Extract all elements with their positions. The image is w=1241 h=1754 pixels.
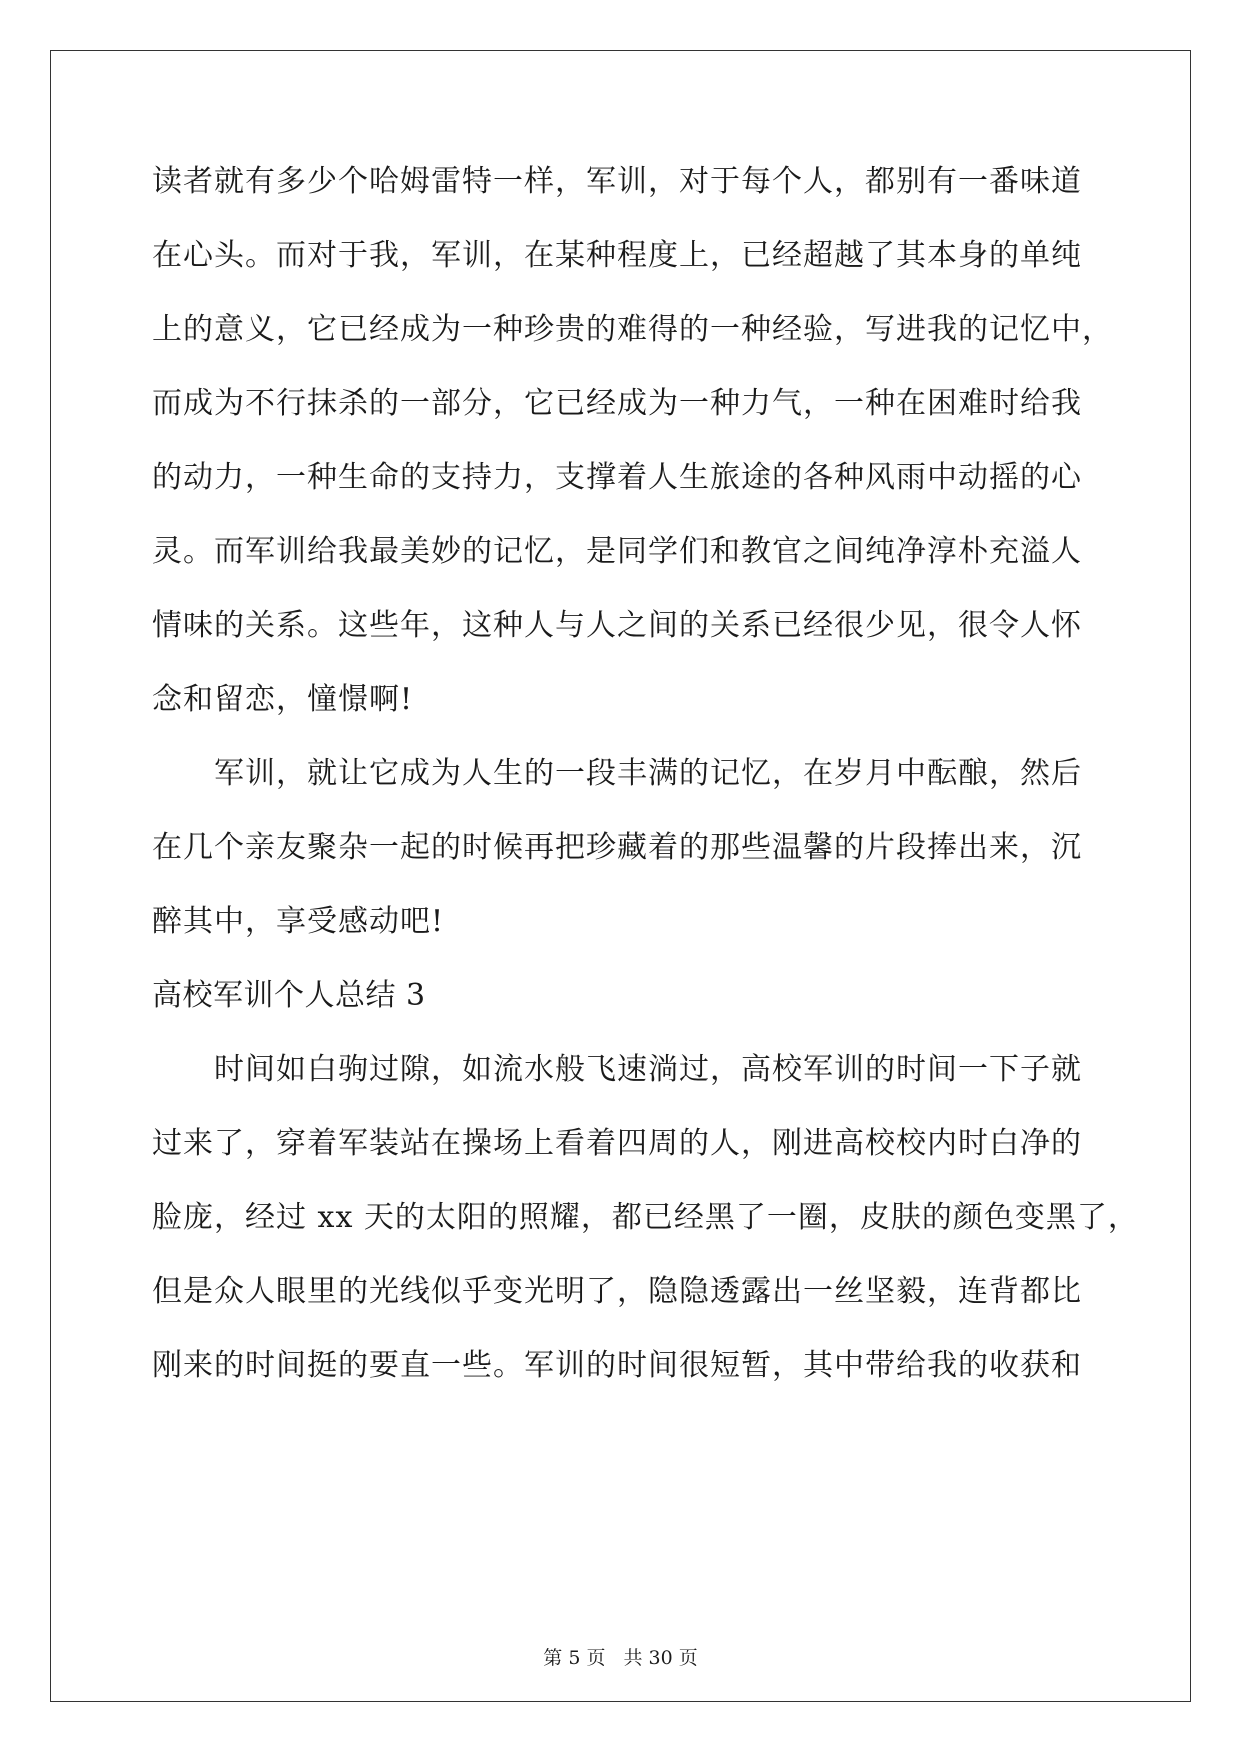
text-line: 读者就有多少个哈姆雷特一样，军训，对于每个人，都别有一番味道 [152, 164, 1082, 199]
page-footer [0, 1643, 1241, 1670]
text-line: 醉其中，享受感动吧! [152, 904, 445, 939]
text-line: 过来了，穿着军装站在操场上看着四周的人，刚进高校校内时白净的 [152, 1126, 1082, 1161]
text-line: 刚来的时间挺的要直一些。军训的时间很短暂，其中带给我的收获和 [152, 1348, 1082, 1383]
text-line: 情味的关系。这些年，这种人与人之间的关系已经很少见，很令人怀 [152, 608, 1082, 643]
page-number: 第 5 页 [543, 1647, 606, 1669]
text-line: 灵。而军训给我最美妙的记忆，是同学们和教官之间纯净淳朴充溢人 [152, 534, 1082, 569]
text-line: 在几个亲友聚杂一起的时候再把珍藏着的那些温馨的片段捧出来，沉 [152, 830, 1082, 865]
section-heading: 高校军训个人总结 3 [152, 978, 426, 1013]
text-line: 上的意义，它已经成为一种珍贵的难得的一种经验，写进我的记忆中， [152, 312, 1113, 347]
text-line: 时间如白驹过隙，如流水般飞速淌过，高校军训的时间一下子就 [214, 1052, 1082, 1087]
text-line: 念和留恋，憧憬啊! [152, 682, 414, 717]
text-line: 而成为不行抹杀的一部分，它已经成为一种力气，一种在困难时给我 [152, 386, 1082, 421]
document-body [152, 162, 1139, 1420]
text-line: 在心头。而对于我，军训，在某种程度上，已经超越了其本身的单纯 [152, 238, 1082, 273]
page-total: 共 30 页 [623, 1647, 698, 1669]
text-line: 脸庞，经过 xx 天的太阳的照耀，都已经黑了一圈，皮肤的颜色变黑了， [152, 1200, 1139, 1235]
text-line: 但是众人眼里的光线似乎变光明了，隐隐透露出一丝坚毅，连背都比 [152, 1274, 1082, 1309]
text-line: 军训，就让它成为人生的一段丰满的记忆，在岁月中酝酿，然后 [214, 756, 1082, 791]
text-line: 的动力，一种生命的支持力，支撑着人生旅途的各种风雨中动摇的心 [152, 460, 1082, 495]
